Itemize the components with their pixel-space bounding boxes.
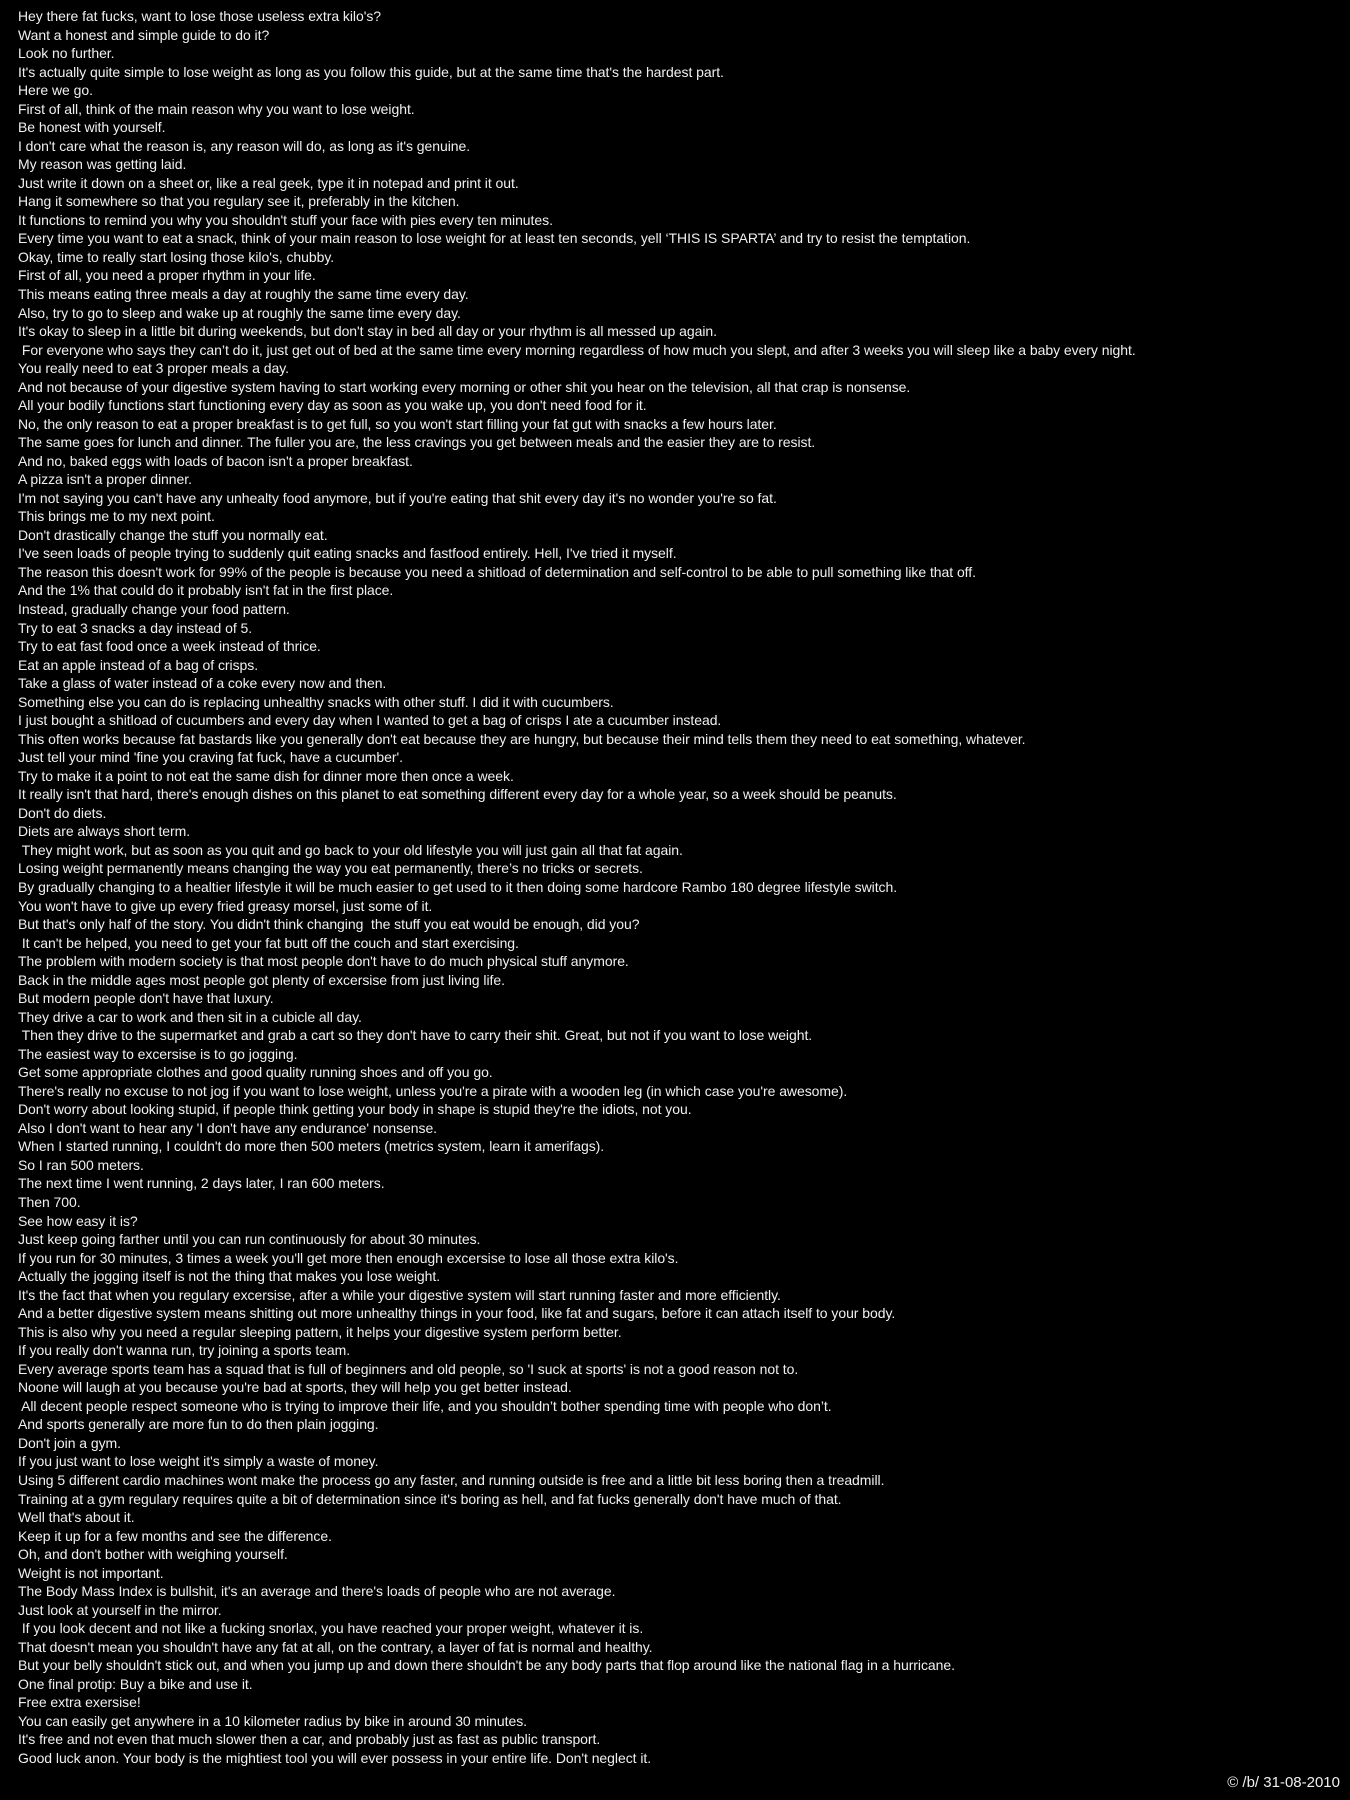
text-line: Free extra exersise!	[18, 1694, 141, 1711]
text-line: It's okay to sleep in a little bit during weekends, but don't stay in bed all day or your rhythm is all messed up again.	[18, 323, 717, 340]
text-line: Diets are always short term.	[18, 823, 191, 840]
text-line: Try to make it a point to not eat the same dish for dinner more then once a week.	[18, 767, 514, 784]
text-line: It can't be helped, you need to get your fat butt off the couch and start exercising.	[18, 934, 519, 951]
text-line: The same goes for lunch and dinner. The fuller you are, the less cravings you get between meals and the easier they are to resist.	[18, 434, 816, 451]
text-line: Using 5 different cardio machines wont make the process go any faster, and running outside is free and a little bit less boring then a treadmill.	[18, 1471, 885, 1488]
text-line: Be honest with yourself.	[18, 119, 166, 136]
text-line: Back in the middle ages most people got plenty of excersise from just living life.	[18, 971, 505, 988]
text-line: Also I don't want to hear any 'I don't have any endurance' nonsense.	[18, 1119, 438, 1136]
text-line: The Body Mass Index is bullshit, it's an average and there's loads of people who are not average.	[18, 1583, 616, 1600]
text-line: But modern people don't have that luxury.	[18, 990, 274, 1007]
text-line: So I ran 500 meters.	[18, 1156, 144, 1173]
text-line: And sports generally are more fun to do then plain jogging.	[18, 1416, 379, 1433]
text-line: Here we go.	[18, 82, 93, 99]
text-line: My reason was getting laid.	[18, 156, 187, 173]
text-line: If you run for 30 minutes, 3 times a week you'll get more then enough excersise to lose all those extra kilo's.	[18, 1249, 679, 1266]
text-line: Losing weight permanently means changing the way you eat permanently, there’s no tricks or secrets.	[18, 860, 643, 877]
text-line: Training at a gym regulary requires quite a bit of determination since it's boring as hell, and fat fucks generally don't have much of that.	[18, 1490, 842, 1507]
text-line: It's free and not even that much slower then a car, and probably just as fast as public transport.	[18, 1731, 601, 1748]
text-line: But your belly shouldn't stick out, and when you jump up and down there shouldn't be any body parts that flop around like the national flag in a hurricane.	[18, 1657, 955, 1674]
text-line: And a better digestive system means shitting out more unhealthy things in your food, like fat and sugars, before it can attach itself to your body.	[18, 1305, 896, 1322]
text-line: Noone will laugh at you because you're bad at sports, they will help you get better instead.	[18, 1379, 572, 1396]
text-line: Okay, time to really start losing those kilo's, chubby.	[18, 248, 335, 265]
text-line: I don't care what the reason is, any reason will do, as long as it's genuine.	[18, 137, 471, 154]
text-line: Well that's about it.	[18, 1509, 135, 1526]
text-line: You won't have to give up every fried greasy morsel, just some of it.	[18, 897, 433, 914]
text-line: Just keep going farther until you can run continuously for about 30 minutes.	[18, 1231, 481, 1248]
text-line: See how easy it is?	[18, 1212, 138, 1229]
text-line: It's the fact that when you regulary excersise, after a while your digestive system will start running faster and more efficiently.	[18, 1286, 781, 1303]
text-line: There's really no excuse to not jog if you want to lose weight, unless you're a pirate with a wooden leg (in which case you're awesome).	[18, 1082, 848, 1099]
text-line: It really isn't that hard, there's enough dishes on this planet to eat something different every day for a whole year, so a week should be peanuts.	[18, 786, 897, 803]
text-line: Take a glass of water instead of a coke every now and then.	[18, 675, 387, 692]
text-line: They might work, but as soon as you quit and go back to your old lifestyle you will just gain all that fat again.	[18, 841, 683, 858]
text-line: Just tell your mind 'fine you craving fat fuck, have a cucumber'.	[18, 749, 403, 766]
text-line: This means eating three meals a day at roughly the same time every day.	[18, 285, 469, 302]
text-line: Every average sports team has a squad that is full of beginners and old people, so 'I suck at sports' is not a good reason not to.	[18, 1360, 799, 1377]
text-line: The next time I went running, 2 days later, I ran 600 meters.	[18, 1175, 385, 1192]
text-line: A pizza isn't a proper dinner.	[18, 471, 192, 488]
text-line: Try to eat 3 snacks a day instead of 5.	[18, 619, 253, 636]
text-line: No, the only reason to eat a proper breakfast is to get full, so you won't start filling your fat gut with snacks a few hours later.	[18, 415, 777, 432]
text-line: And the 1% that could do it probably isn't fat in the first place.	[18, 582, 394, 599]
text-line: First of all, think of the main reason why you want to lose weight.	[18, 100, 415, 117]
text-line: Instead, gradually change your food pattern.	[18, 601, 290, 617]
text-line: You really need to eat 3 proper meals a day.	[18, 360, 289, 377]
text-line: I've seen loads of people trying to suddenly quit eating snacks and fastfood entirely. Hell, I've tried it myself.	[18, 545, 677, 562]
text-line: This brings me to my next point.	[18, 508, 215, 525]
text-line: I just bought a shitload of cucumbers and every day when I wanted to get a bag of crisps I ate a cucumber instead.	[18, 712, 722, 729]
text-line: The reason this doesn't work for 99% of the people is because you need a shitload of determination and self-control to be able to pull something like that off.	[18, 563, 976, 580]
text-line: Get some appropriate clothes and good quality running shoes and off you go.	[18, 1064, 493, 1081]
text-line: It's actually quite simple to lose weight as long as you follow this guide, but at the same time that's the hardest part.	[18, 63, 724, 80]
text-line: When I started running, I couldn't do more then 500 meters (metrics system, learn it amerifags).	[18, 1138, 605, 1155]
text-line: Weight is not important.	[18, 1564, 164, 1581]
text-line: If you really don't wanna run, try joining a sports team.	[18, 1342, 351, 1359]
text-line: Something else you can do is replacing unhealthy snacks with other stuff. I did it with cucumbers.	[18, 693, 614, 710]
text-line: This often works because fat bastards like you generally don't eat because they are hungry, but because their mind tells them they need to eat something, whatever.	[18, 730, 1026, 747]
text-line: The easiest way to excersise is to go jogging.	[18, 1045, 298, 1062]
text-line: All your bodily functions start functioning every day as soon as you wake up, you don't need food for it.	[18, 397, 647, 414]
text-line: Eat an apple instead of a bag of crisps.	[18, 656, 259, 673]
text-line: Every time you want to eat a snack, think of your main reason to lose weight for at least ten seconds, yell ‘THIS IS SPARTA’ and try to resist the temptation.	[18, 230, 971, 247]
text-line: You can easily get anywhere in a 10 kilometer radius by bike in around 30 minutes.	[18, 1712, 528, 1729]
text-line: And no, baked eggs with loads of bacon isn't a proper breakfast.	[18, 452, 413, 469]
text-line: I'm not saying you can't have any unhealty food anymore, but if you're eating that shit every day it's no wonder you're so fat.	[18, 489, 777, 506]
document-body	[18, 7, 1348, 1767]
text-line: First of all, you need a proper rhythm in your life.	[18, 267, 316, 284]
text-line: Hey there fat fucks, want to lose those useless extra kilo's?	[18, 8, 382, 24]
footer-signature: © /b/ 31-08-2010	[1227, 1774, 1340, 1791]
text-line: If you look decent and not like a fucking snorlax, you have reached your proper weight, whatever it is.	[18, 1620, 644, 1637]
text-line: All decent people respect someone who is trying to improve their life, and you shouldn’t bother spending time with people who don’t.	[18, 1397, 832, 1414]
text-line: Don't do diets.	[18, 804, 107, 821]
text-line: Don't join a gym.	[18, 1434, 121, 1451]
text-line: Just write it down on a sheet or, like a real geek, type it in notepad and print it out.	[18, 174, 519, 191]
text-line: By gradually changing to a healtier lifestyle it will be much easier to get used to it then doing some hardcore Rambo 180 degree lifestyle switch.	[18, 878, 898, 895]
text-line: Want a honest and simple guide to do it?	[18, 26, 270, 43]
text-line: Try to eat fast food once a week instead of thrice.	[18, 638, 321, 655]
text-line: If you just want to lose weight it's simply a waste of money.	[18, 1453, 379, 1470]
text-line: Keep it up for a few months and see the difference.	[18, 1527, 332, 1544]
text-line: For everyone who says they can’t do it, just get out of bed at the same time every morning regardless of how much you slept, and after 3 weeks you will sleep like a baby every night.	[18, 341, 1136, 358]
text-line: Just look at yourself in the mirror.	[18, 1601, 222, 1618]
text-line: It functions to remind you why you shouldn't stuff your face with pies every ten minutes.	[18, 211, 553, 228]
text-line: Actually the jogging itself is not the thing that makes you lose weight.	[18, 1268, 441, 1285]
text-line: Hang it somewhere so that you regulary see it, preferably in the kitchen.	[18, 193, 460, 210]
text-line: This is also why you need a regular sleeping pattern, it helps your digestive system perform better.	[18, 1323, 622, 1340]
text-line: Oh, and don't bother with weighing yourself.	[18, 1546, 288, 1563]
text-line: Then they drive to the supermarket and grab a cart so they don't have to carry their shit. Great, but not if you want to lose weight.	[18, 1027, 813, 1044]
text-line: Good luck anon. Your body is the mightiest tool you will ever possess in your entire life. Don't neglect it.	[18, 1749, 652, 1766]
text-line: They drive a car to work and then sit in a cubicle all day.	[18, 1008, 362, 1025]
text-line: Don't worry about looking stupid, if people think getting your body in shape is stupid they're the idiots, not you.	[18, 1101, 692, 1118]
text-line: But that's only half of the story. You didn't think changing the stuff you eat would be enough, did you?	[18, 916, 640, 933]
text-line: Also, try to go to sleep and wake up at roughly the same time every day.	[18, 304, 461, 321]
text-line: Then 700.	[18, 1194, 81, 1210]
text-line: Don't drastically change the stuff you normally eat.	[18, 526, 328, 543]
text-line: One final protip: Buy a bike and use it.	[18, 1675, 253, 1692]
text-line: And not because of your digestive system having to start working every morning or other shit you hear on the television, all that crap is nonsense.	[18, 378, 911, 395]
text-line: The problem with modern society is that most people don't have to do much physical stuff anymore.	[18, 953, 629, 970]
text-line: That doesn't mean you shouldn't have any fat at all, on the contrary, a layer of fat is normal and healthy.	[18, 1638, 653, 1655]
text-line: Look no further.	[18, 45, 115, 62]
